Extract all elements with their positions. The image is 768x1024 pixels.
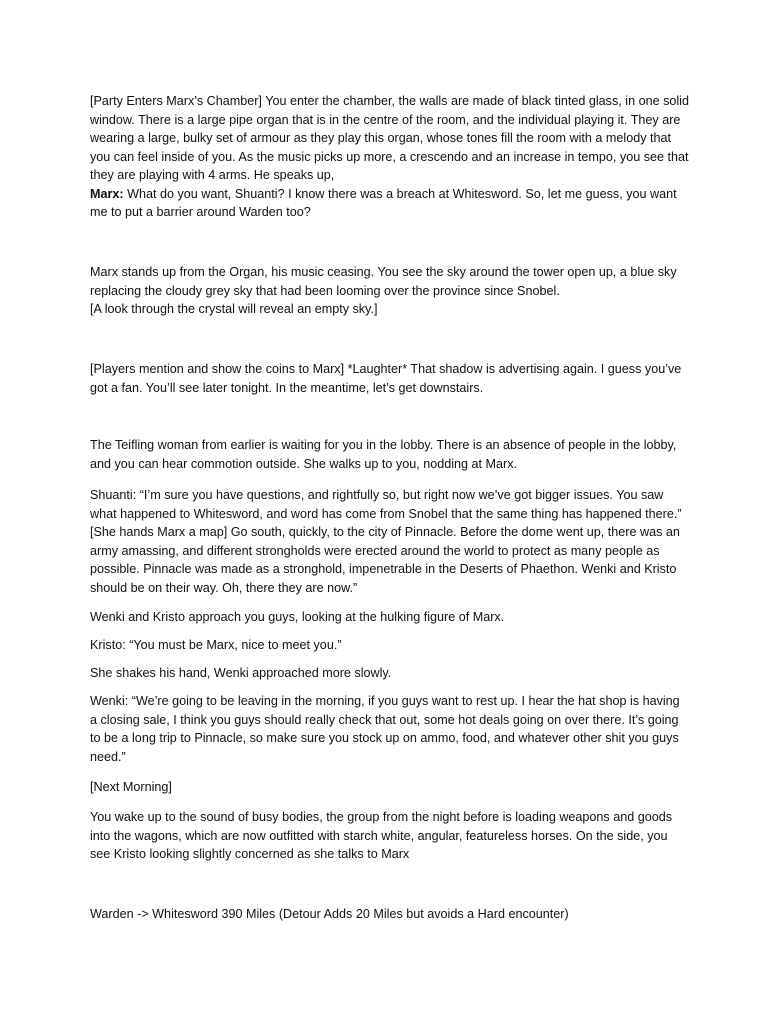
paragraph-approach: Wenki and Kristo approach you guys, looking at the hulking figure of Marx. bbox=[90, 610, 505, 624]
paragraph-lobby: The Teifling woman from earlier is waiting for you in the lobby. There is an absence of people in the lobby, and you can hear commotion outside. She walks up to you, nodding at Marx. bbox=[90, 438, 677, 471]
paragraph-note: [A look through the crystal will reveal an empty sky.] bbox=[90, 302, 378, 316]
paragraph-text: [Party Enters Marx’s Chamber] You enter the chamber, the walls are made of black tinted glass, in one solid window. There is a large pipe organ that is in the centre of the room, and the individual playing it. They are wearing a large, bulky set of armour as they play this organ, whose tones fill the room with a melody that you can feel inside of you. As the music picks up more, a crescendo and an increase in tempo, you see that they are playing with 4 arms. He speaks up, bbox=[90, 94, 689, 182]
paragraph-wake-up: You wake up to the sound of busy bodies, the group from the night before is loading weapons and goods into the wagons, which are now outfitted with starch white, angular, featureless horses. On the side, you see Kristo looking slightly concerned as she talks to Marx bbox=[90, 810, 673, 861]
paragraph-coins: [Players mention and show the coins to Marx] *Laughter* That shadow is advertising again. I guess you’ve got a fan. You’ll see later tonight. In the meantime, let’s get downstairs. bbox=[90, 362, 682, 395]
paragraph-kristo: Kristo: “You must be Marx, nice to meet you.” bbox=[90, 638, 342, 652]
paragraph-sky-opens bbox=[90, 263, 690, 319]
paragraph-handshake: She shakes his hand, Wenki approached more slowly. bbox=[90, 666, 392, 680]
paragraph-next-morning: [Next Morning] bbox=[90, 780, 172, 794]
speaker-label: Marx: bbox=[90, 186, 124, 201]
paragraph-wenki: Wenki: “We’re going to be leaving in the morning, if you guys want to rest up. I hear the hat shop is having a closing sale, I think you guys should really check that out, some hot deals going on over there. It’s going to be a long trip to Pinnacle, so make sure you stock up on ammo, food, and whatever other shit you guys need.” bbox=[90, 694, 680, 764]
speech-text: What do you want, Shuanti? I know there was a breach at Whitesword. So, let me guess, you want me to put a barrier around Warden too? bbox=[90, 186, 677, 219]
paragraph-travel-route: Warden -> Whitesword 390 Miles (Detour Adds 20 Miles but avoids a Hard encounter) bbox=[90, 907, 569, 921]
paragraph-text: Marx stands up from the Organ, his music ceasing. You see the sky around the tower open up, a blue sky replacing the cloudy grey sky that had been looming over the province since Snobel. bbox=[90, 265, 677, 298]
paragraph-shuanti: Shuanti: “I’m sure you have questions, and rightfully so, but right now we’ve got bigger issues. You saw what happened to Whitesword, and word has come from Snobel that the same thing has happened there.” [She hands Marx a map] Go south, quickly, to the city of Pinnacle. Before the dome went up, there was an army amassing, and different strongholds were erected around the world to protect as many people as possible. Pinnacle was made as a stronghold, impenetrable in the Deserts of Phaethon. Wenki and Kristo should be on their way. Oh, there they are now.” bbox=[90, 488, 682, 595]
paragraph-marx-chamber bbox=[90, 92, 690, 222]
